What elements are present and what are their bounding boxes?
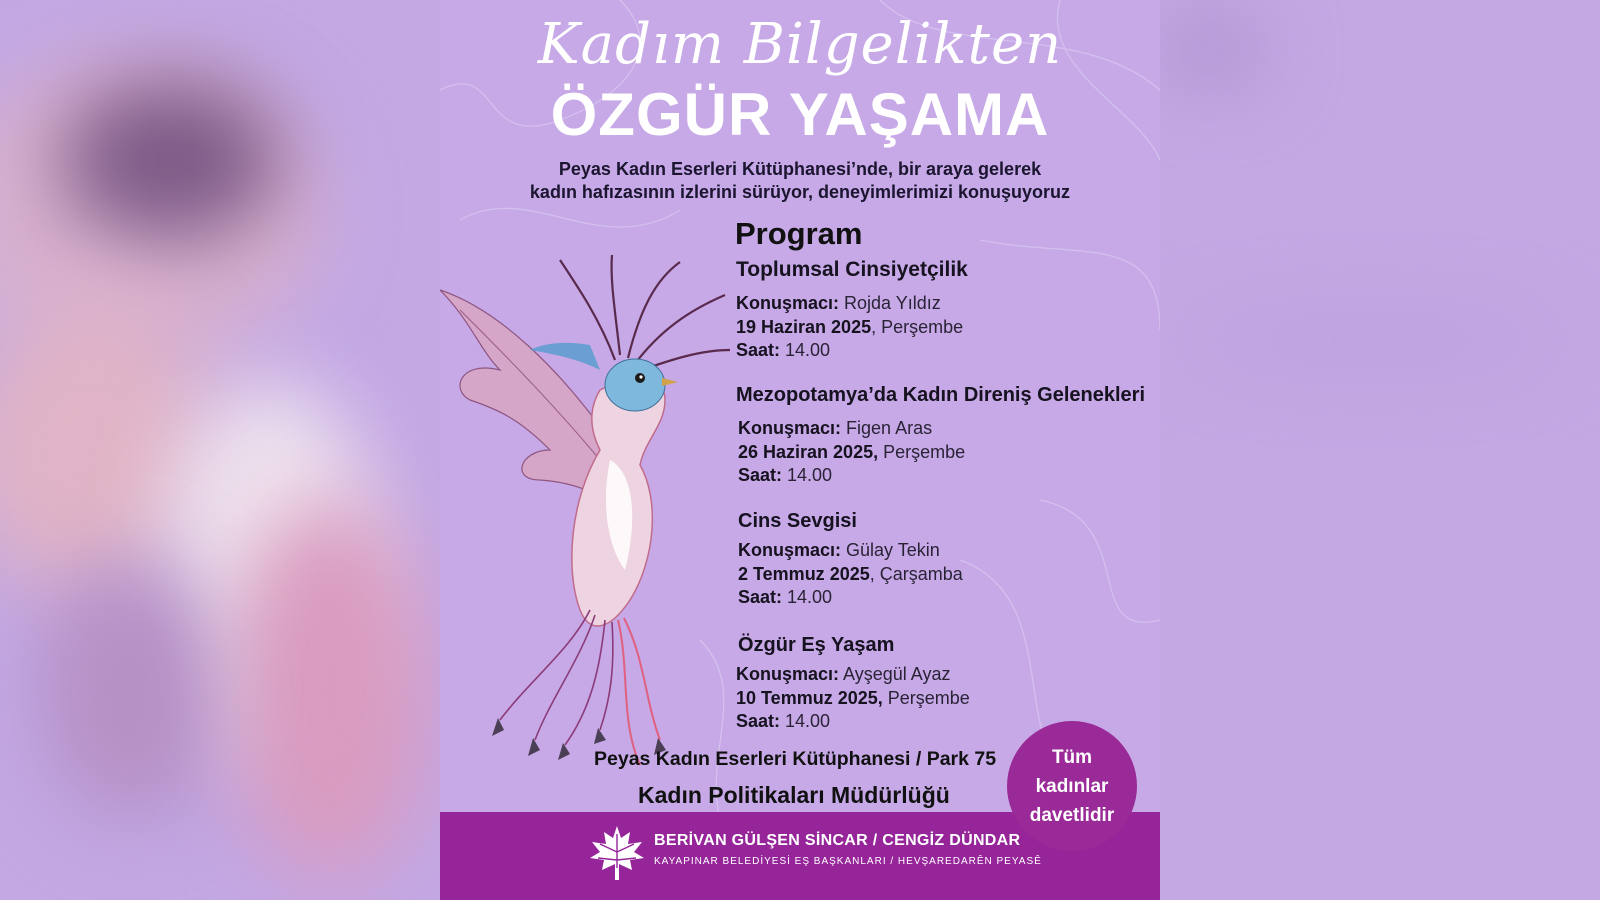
- date-line: 2 Temmuz 2025, Çarşamba: [738, 563, 963, 584]
- session-title: Mezopotamya’da Kadın Direniş Gelenekleri: [736, 384, 1146, 406]
- title-script: Kadım Bilgelikten: [537, 12, 1063, 77]
- speaker-line: Konuşmacı: Ayşegül Ayaz: [736, 664, 951, 684]
- subtitle-line-1: Peyas Kadın Eserleri Kütüphanesi’nde, bir araya gelerek: [558, 159, 1042, 179]
- speaker-line: Konuşmacı: Rojda Yıldız: [736, 293, 941, 313]
- session-1: [736, 258, 968, 363]
- invitation-badge: [1007, 721, 1137, 851]
- phoenix-bird-illustration: [440, 250, 730, 770]
- session-4: [736, 634, 970, 734]
- maple-leaf-logo-icon: [586, 824, 648, 882]
- session-title: Cins Sevgisi: [738, 510, 857, 532]
- event-poster: [440, 0, 1160, 900]
- venue-text: Peyas Kadın Eserleri Kütüphanesi / Park 75: [594, 748, 997, 770]
- title-main: ÖZGÜR YAŞAMA: [550, 81, 1050, 148]
- time-line: Saat: 14.00: [738, 465, 833, 485]
- footer-subtitle: KAYAPINAR BELEDİYESİ EŞ BAŞKANLARI / HEVŞAREDARÊN PEYASÊ: [654, 856, 1042, 867]
- speaker-line: Konuşmacı: Gülay Tekin: [738, 540, 940, 560]
- invite-line-2: kadınlar: [1035, 775, 1109, 797]
- date-line: 10 Temmuz 2025, Perşembe: [736, 687, 970, 708]
- time-line: Saat: 14.00: [738, 587, 833, 607]
- program-heading: Program: [735, 216, 863, 251]
- subtitle-line-2: kadın hafızasının izlerini sürüyor, deneyimlerimizi konuşuyoruz: [529, 182, 1071, 202]
- session-3: [738, 510, 963, 610]
- session-title: Toplumsal Cinsiyetçilik: [736, 258, 968, 281]
- blurred-backdrop-right: [1160, 0, 1600, 900]
- time-line: Saat: 14.00: [736, 711, 831, 731]
- speaker-line: Konuşmacı: Figen Aras: [738, 418, 933, 438]
- session-2: [736, 384, 1145, 488]
- invite-line-3: davetlidir: [1029, 804, 1115, 826]
- blurred-backdrop-left: [0, 0, 440, 900]
- office-text: Kadın Politikaları Müdürlüğü: [638, 782, 950, 808]
- invite-line-1: Tüm: [1051, 746, 1093, 768]
- session-title: Özgür Eş Yaşam: [738, 634, 895, 656]
- footer-names: BERİVAN GÜLŞEN SİNCAR / CENGİZ DÜNDAR: [654, 832, 1021, 849]
- date-line: 26 Haziran 2025, Perşembe: [738, 441, 966, 462]
- time-line: Saat: 14.00: [736, 340, 831, 360]
- date-line: 19 Haziran 2025, Perşembe: [736, 316, 964, 337]
